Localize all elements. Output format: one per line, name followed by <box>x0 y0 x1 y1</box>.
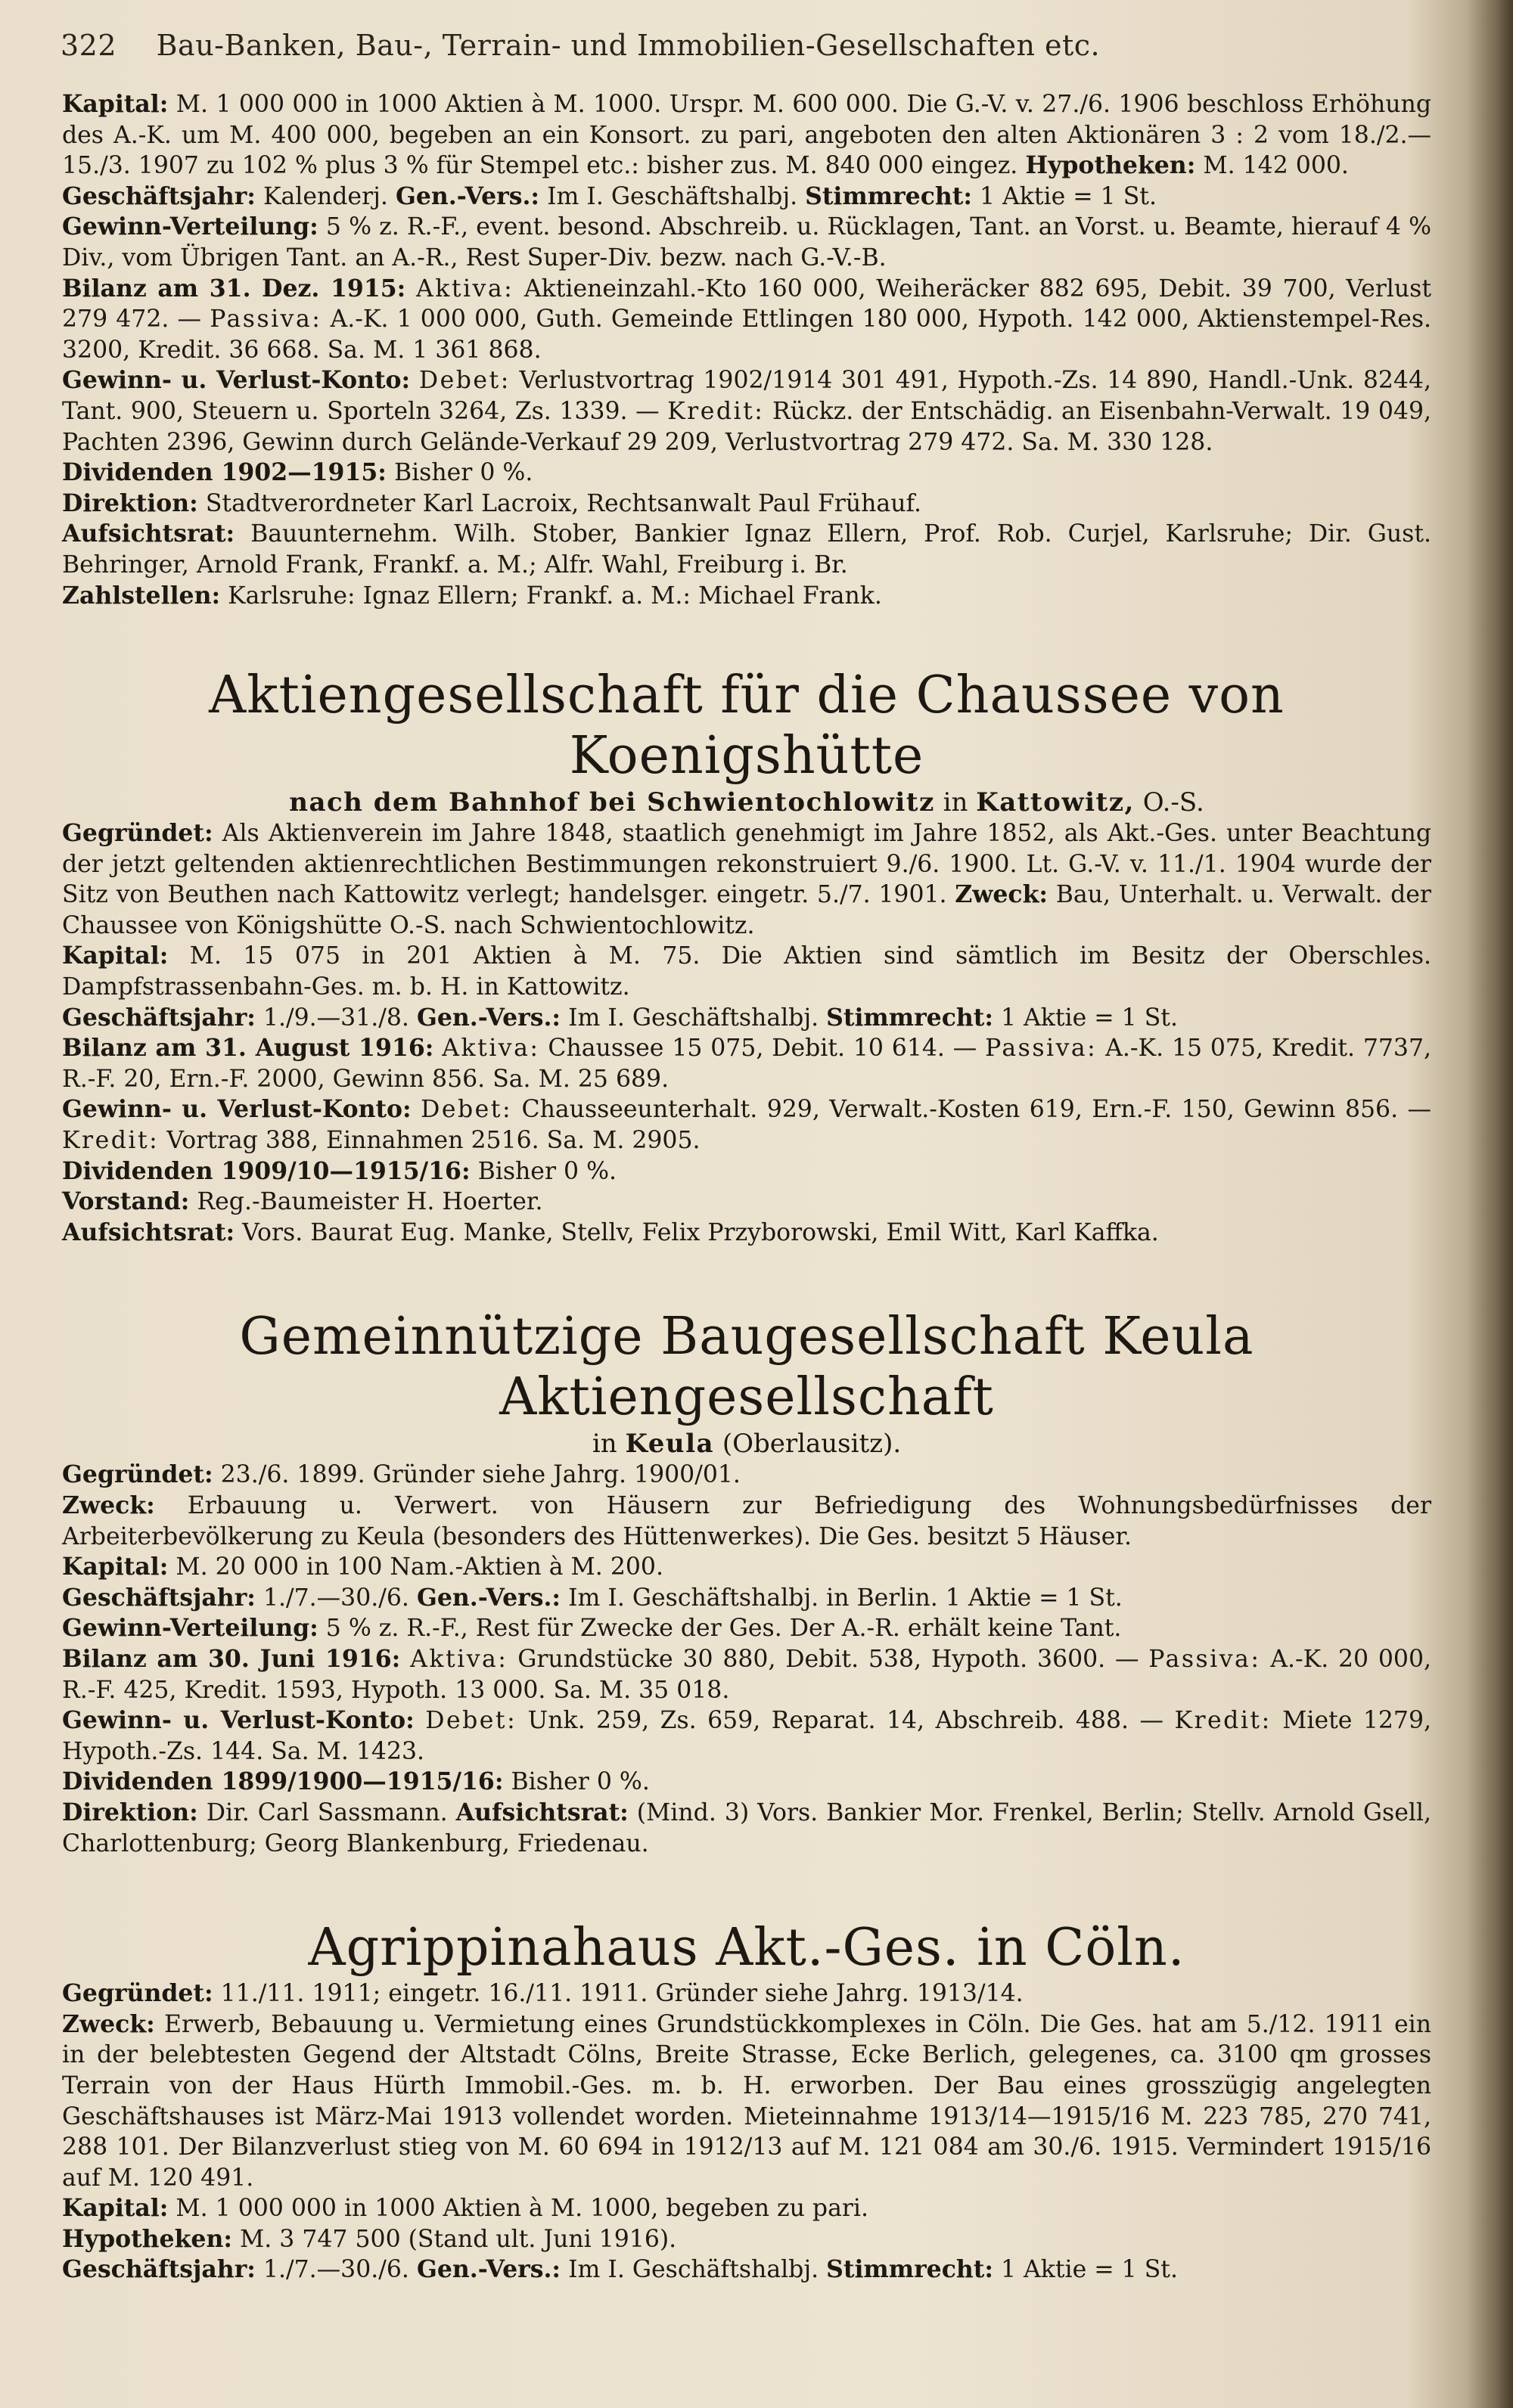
company-entry <box>62 1918 1431 2285</box>
gewinn-verteilung-paragraph <box>62 1613 1431 1644</box>
field-text: Erbauung u. Verwert. von Häusern zur Befriedigung des Wohnungsbedürfnisses der Arbeiterbevölkerung zu Keula (besonders des Hüttenwerkes). Die Ges. besitzt 5 Häuser. <box>62 1492 1431 1550</box>
field-label: Aufsichtsrat: <box>62 520 235 548</box>
zweck-paragraph <box>62 2009 1431 2194</box>
running-title: Bau-Banken, Bau-, Terrain- und Immobilien-Gesellschaften etc. <box>156 29 1101 62</box>
field-text: Aktieneinzahl.-Kto 160 000, Weiheräcker 882 695, Debit. 39 700, Verlust 279 472. — <box>62 275 1431 334</box>
company-title: Agrippinahaus Akt.-Ges. in Cöln. <box>308 1918 1185 1978</box>
field-text: A.-K. 1 000 000, Guth. Gemeinde Ettlingen 180 000, Hypoth. 142 000, Aktienstempel-Res. 3200, Kredit. 36 668. Sa. M. 1 361 868. <box>62 306 1432 364</box>
field-label: Zweck: <box>62 1491 155 1519</box>
subtitle-region: O.-S. <box>1142 787 1204 818</box>
field-text: M. 20 000 in 100 Nam.-Aktien à M. 200. <box>176 1553 663 1581</box>
spacer <box>62 1248 1431 1307</box>
field-text: Im I. Geschäftshalbj. in Berlin. 1 Aktie = 1 St. <box>568 1584 1123 1612</box>
kapital-paragraph <box>62 941 1431 1002</box>
field-text: Grundstücke 30 880, Debit. 538, Hypoth. 3600. — <box>517 1645 1139 1673</box>
field-text: A.-K. 20 000, R.-F. 425, Kredit. 1593, Hypoth. 13 000. Sa. M. 35 018. <box>62 1645 1432 1704</box>
field-label: Gewinn- u. Verlust-Konto: <box>62 1706 415 1735</box>
passiva-label: Passiva: <box>210 306 322 334</box>
bilanz-paragraph <box>62 1644 1431 1705</box>
field-label: Stimmrecht: <box>805 182 972 210</box>
geschaeftsjahr-paragraph <box>62 2254 1431 2285</box>
debet-label: Debet: <box>421 1096 513 1124</box>
field-label: Zweck: <box>62 2009 155 2038</box>
company-subtitle <box>62 787 1431 818</box>
gegruendet-paragraph <box>62 1460 1431 1491</box>
company-subtitle <box>62 1428 1431 1460</box>
field-label: Gen.-Vers.: <box>395 182 540 210</box>
guv-paragraph <box>62 1705 1431 1767</box>
field-label: Gewinn- u. Verlust-Konto: <box>62 366 411 395</box>
subtitle-in: in <box>943 787 968 818</box>
field-label: Hypotheken: <box>62 2224 232 2253</box>
gegruendet-paragraph <box>62 818 1431 941</box>
dividenden-paragraph <box>62 1767 1431 1798</box>
geschaeftsjahr-paragraph <box>62 1583 1431 1614</box>
zweck-paragraph <box>62 1491 1431 1552</box>
debet-label: Debet: <box>418 367 511 395</box>
field-label: Gewinn-Verteilung: <box>62 213 318 241</box>
field-label: Bilanz am 30. Juni 1916: <box>62 1644 401 1673</box>
field-text: 1 Aktie = 1 St. <box>1000 1004 1178 1032</box>
field-label: Stimmrecht: <box>826 1003 993 1032</box>
field-label: Kapital: <box>62 942 169 970</box>
field-text: Vors. Baurat Eug. Manke, Stellv, Felix Przyborowski, Emil Witt, Karl Kaffka. <box>242 1218 1159 1246</box>
aufsichtsrat-paragraph <box>62 1218 1431 1249</box>
company-title: Gemeinnützige Baugesellschaft Keula Aktiengesellschaft <box>239 1307 1254 1428</box>
field-text: M. 15 075 in 201 Aktien à M. 75. Die Aktien sind sämtlich im Besitz der Oberschles. Dampfstrassenbahn-Ges. m. b. H. in Kattowitz. <box>62 942 1431 1001</box>
field-label: Zweck: <box>955 880 1049 909</box>
field-label: Bilanz am 31. Dez. 1915: <box>62 274 406 303</box>
field-text: M. 3 747 500 (Stand ult. Juni 1916). <box>240 2225 677 2253</box>
field-text: Karlsruhe: Ignaz Ellern; Frankf. a. M.: Michael Frank. <box>228 582 882 610</box>
aktiva-label: Aktiva: <box>410 1645 508 1673</box>
spacer <box>62 1859 1431 1918</box>
field-label: Dividenden 1902—1915: <box>62 458 387 487</box>
field-text: 1 Aktie = 1 St. <box>1000 2256 1178 2284</box>
aktiva-label: Aktiva: <box>415 275 514 303</box>
field-label: Kapital: <box>62 2194 169 2223</box>
kredit-label: Kredit: <box>667 397 765 425</box>
kredit-label: Kredit: <box>62 1127 160 1155</box>
field-text: Im I. Geschäftshalbj. <box>568 1004 819 1032</box>
direktion-paragraph <box>62 489 1431 520</box>
field-text: Dir. Carl Sassmann. <box>206 1798 448 1826</box>
field-label: Gewinn-Verteilung: <box>62 1614 318 1643</box>
field-text: Miete 1279, Hypoth.-Zs. 144. Sa. M. 1423. <box>62 1707 1432 1765</box>
subtitle-city: Keula <box>625 1429 715 1460</box>
field-label: Bilanz am 31. August 1916: <box>62 1034 434 1063</box>
book-spine-shadow <box>1468 0 1513 2408</box>
field-label: Aufsichtsrat: <box>62 1218 235 1246</box>
hypotheken-paragraph <box>62 2224 1431 2255</box>
kapital-paragraph <box>62 1552 1431 1583</box>
running-header <box>61 29 1437 62</box>
field-text: 5 % z. R.-F., Rest für Zwecke der Ges. Der A.-R. erhält keine Tant. <box>325 1615 1122 1643</box>
field-text: 1./7.—30./6. <box>263 1584 409 1612</box>
guv-paragraph <box>62 1094 1431 1156</box>
field-text: Im I. Geschäftshalbj. <box>547 182 798 210</box>
kapital-paragraph <box>62 89 1431 182</box>
field-label: Gewinn- u. Verlust-Konto: <box>62 1095 412 1124</box>
kredit-label: Kredit: <box>1174 1707 1272 1735</box>
company-entry <box>62 666 1431 1248</box>
field-text: 23./6. 1899. Gründer siehe Jahrg. 1900/01. <box>220 1461 741 1489</box>
field-text: 1 Aktie = 1 St. <box>979 182 1157 210</box>
field-text: M. 1 000 000 in 1000 Aktien à M. 1000, begeben zu pari. <box>176 2195 868 2223</box>
page-content <box>62 89 1431 2285</box>
field-text: M. 1 000 000 in 1000 Aktien à M. 1000. Urspr. M. 600 000. Die G.-V. v. 27./6. 1906 beschloss Erhöhung des A.-K. um M. 400 000, begeben an ein Konsort. zu pari, angeboten den alten Aktionären 3 : 2 vom 18./2.—15./3. 1907 zu 102 % plus 3 % für Stempel etc.: bisher zus. M. 840 000 eingez. <box>62 91 1432 180</box>
direktion-paragraph <box>62 1798 1431 1859</box>
field-label: Hypotheken: <box>1025 151 1196 180</box>
field-label: Vorstand: <box>62 1187 190 1216</box>
field-text: 11./11. 1911; eingetr. 16./11. 1911. Gründer siehe Jahrg. 1913/14. <box>220 1980 1024 2008</box>
bilanz-paragraph <box>62 274 1431 366</box>
field-label: Stimmrecht: <box>826 2255 993 2284</box>
dividenden-paragraph <box>62 458 1431 489</box>
field-label: Gen.-Vers.: <box>416 1003 561 1032</box>
field-text: 1./7.—30./6. <box>263 2256 409 2284</box>
vorstand-paragraph <box>62 1187 1431 1218</box>
gewinn-verteilung-paragraph <box>62 212 1431 273</box>
field-text: 5 % z. R.-F., event. besond. Abschreib. u. Rücklagen, Tant. an Vorst. u. Beamte, hierauf 4 % Div., vom Übrigen Tant. an A.-R., Rest Super-Div. bezw. nach G.-V.-B. <box>62 213 1431 272</box>
field-text: Bisher 0 %. <box>477 1157 617 1185</box>
field-label: Geschäftsjahr: <box>62 1003 256 1032</box>
field-text: Im I. Geschäftshalbj. <box>568 2256 819 2284</box>
field-label: Aufsichtsrat: <box>455 1798 629 1826</box>
field-label: Gegründet: <box>62 819 213 848</box>
field-text: Als Aktienverein im Jahre 1848, staatlich genehmigt im Jahre 1852, als Akt.-Ges. unter Beachtung der jetzt geltenden aktienrechtlichen Bestimmungen rekonstruiert 9./6. 1900. Lt. G.-V. v. 11./1. 1904 wurde der Sitz von Beuthen nach Kattowitz verlegt; handelsger. eingetr. 5./7. 1901. <box>62 820 1432 909</box>
field-text: Vortrag 388, Einnahmen 2516. Sa. M. 2905. <box>166 1127 701 1155</box>
page-number: 322 <box>61 29 117 62</box>
field-label: Zahlstellen: <box>62 581 221 610</box>
field-text: 1./9.—31./8. <box>263 1004 409 1032</box>
field-label: Geschäftsjahr: <box>62 2255 256 2284</box>
field-label: Kapital: <box>62 90 169 118</box>
company-entry <box>62 1307 1431 1859</box>
zahlstellen-paragraph <box>62 581 1431 612</box>
field-text: Bauunternehm. Wilh. Stober, Bankier Ignaz Ellern, Prof. Rob. Curjel, Karlsruhe; Dir. Gust. Behringer, Arnold Frank, Frankf. a. M.; Alfr. Wahl, Freiburg i. Br. <box>62 520 1431 579</box>
field-label: Gegründet: <box>62 1979 213 2008</box>
field-text: Bisher 0 %. <box>393 459 533 487</box>
field-text: Reg.-Baumeister H. Hoerter. <box>197 1188 543 1216</box>
kapital-paragraph <box>62 2193 1431 2224</box>
field-label: Dividenden 1909/10—1915/16: <box>62 1156 471 1185</box>
geschaeftsjahr-paragraph <box>62 182 1431 213</box>
field-text: Kalenderj. <box>263 182 388 210</box>
field-text: Stadtverordneter Karl Lacroix, Rechtsanwalt Paul Frühauf. <box>205 489 922 517</box>
field-label: Direktion: <box>62 489 198 517</box>
field-label: Geschäftsjahr: <box>62 1583 256 1612</box>
bilanz-paragraph <box>62 1033 1431 1094</box>
field-text: Rückz. der Entschädig. an Eisenbahn-Verwalt. 19 049, Pachten 2396, Gewinn durch Gelände-Verkauf 29 209, Verlustvortrag 279 472. Sa. M. 330 128. <box>62 397 1431 456</box>
field-text: Verlustvortrag 1902/1914 301 491, Hypoth.-Zs. 14 890, Handl.-Unk. 8244, Tant. 900, Steuern u. Sporteln 3264, Zs. 1339. — <box>62 367 1432 425</box>
field-text: A.-K. 15 075, Kredit. 7737, R.-F. 20, Ern.-F. 2000, Gewinn 856. Sa. M. 25 689. <box>62 1035 1432 1093</box>
passiva-label: Passiva: <box>985 1035 1098 1063</box>
field-text: Unk. 259, Zs. 659, Reparat. 14, Abschreib. 488. — <box>527 1707 1163 1735</box>
field-text: Bisher 0 %. <box>511 1768 650 1796</box>
field-text: M. 142 000. <box>1203 152 1349 180</box>
subtitle-bold: nach dem Bahnhof bei Schwientochlowitz <box>289 787 935 818</box>
aktiva-label: Aktiva: <box>442 1035 540 1063</box>
geschaeftsjahr-paragraph <box>62 1003 1431 1034</box>
field-text: Erwerb, Bebauung u. Vermietung eines Grundstückkomplexes in Cöln. Die Ges. hat am 5./12. 1911 ein in der belebtesten Gegend der Altstadt Cölns, Breite Strasse, Ecke Berlich, gelegenes, ca. 3100 qm grosses Terrain von der Haus Hürth Immobil.-Ges. m. b. H. erworben. Der Bau eines grosszügig angelegten Geschäftshauses ist März-Mai 1913 vollendet worden. Mieteinnahme 1913/14—1915/16 M. 223 785, 270 741, 288 101. Der Bilanzverlust stieg von M. 60 694 in 1912/13 auf M. 121 084 am 30./6. 1915. Vermindert 1915/16 auf M. 120 491. <box>62 2010 1431 2192</box>
field-label: Dividenden 1899/1900—1915/16: <box>62 1767 504 1796</box>
subtitle-city: Kattowitz, <box>976 787 1135 818</box>
dividenden-paragraph <box>62 1156 1431 1187</box>
gegruendet-paragraph <box>62 1978 1431 2009</box>
company-title: Aktiengesellschaft für die Chaussee von Koenigshütte <box>209 666 1285 787</box>
passiva-label: Passiva: <box>1148 1645 1261 1673</box>
field-text: Chaussee 15 075, Debit. 10 614. — <box>548 1035 977 1063</box>
debet-label: Debet: <box>425 1707 517 1735</box>
field-label: Gen.-Vers.: <box>416 2255 561 2284</box>
field-text: Bau, Unterhalt. u. Verwalt. der Chaussee von Königshütte O.-S. nach Schwientochlowitz. <box>62 881 1431 939</box>
field-label: Geschäftsjahr: <box>62 182 256 210</box>
field-label: Direktion: <box>62 1798 198 1826</box>
field-text: Chausseeunterhalt. 929, Verwalt.-Kosten 619, Ern.-F. 150, Gewinn 856. — <box>521 1096 1432 1124</box>
subtitle-region: (Oberlausitz). <box>722 1429 902 1460</box>
subtitle-in: in <box>592 1429 617 1460</box>
entry-continued <box>62 89 1431 611</box>
guv-paragraph <box>62 365 1431 458</box>
field-label: Kapital: <box>62 1553 169 1581</box>
aufsichtsrat-paragraph <box>62 519 1431 580</box>
field-label: Gen.-Vers.: <box>416 1583 561 1612</box>
spacer <box>62 611 1431 666</box>
field-label: Gegründet: <box>62 1460 213 1489</box>
field-text: (Mind. 3) Vors. Bankier Mor. Frenkel, Berlin; Stellv. Arnold Gsell, Charlottenburg; Georg Blankenburg, Friedenau. <box>62 1798 1432 1857</box>
